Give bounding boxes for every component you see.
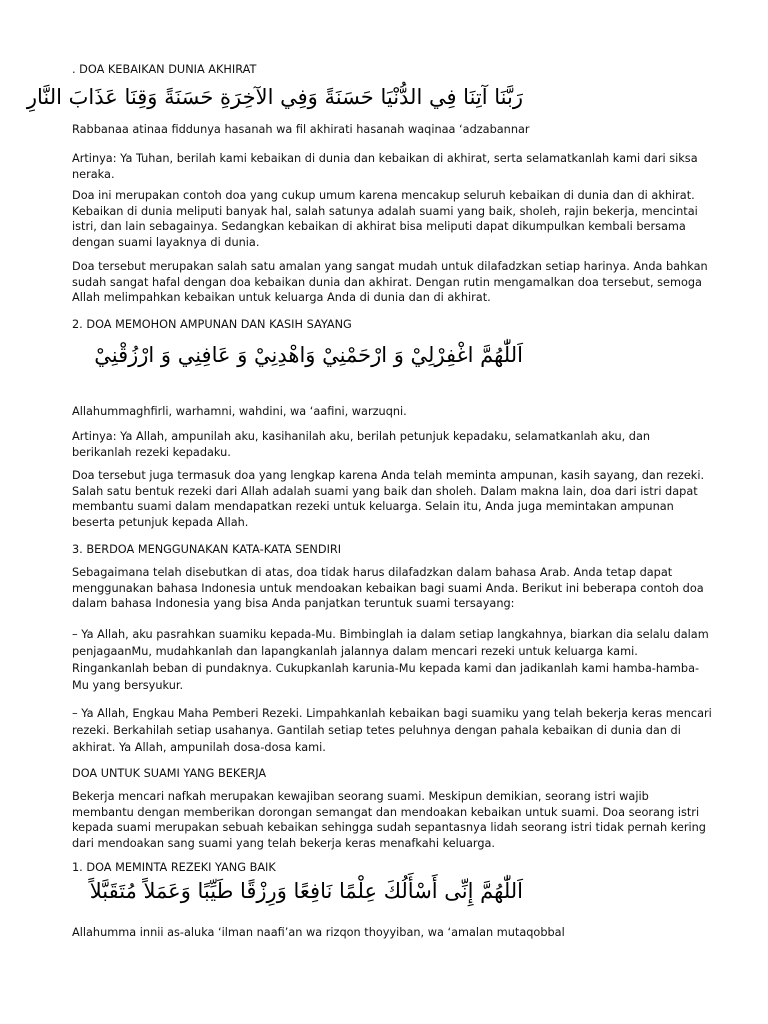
paragraph: Bekerja mencari nafkah merupakan kewajiban seorang suami. Meskipun demikian, seorang istri wajib membantu dengan memberikan dorongan semangat dan mendoakan kebaikan untuk suami. Doa seorang istri kepada suami merupakan sebuah kebaikan sehingga sudah sepantasnya lidah seorang istri tidak pernah kering dari mendoakan sang suami yang telah bekerja keras menafkahi keluarga. — [72, 790, 706, 850]
section-heading: 2. DOA MEMOHON AMPUNAN DAN KASIH SAYANG — [72, 318, 352, 331]
translation: Artinya: Ya Tuhan, berilah kami kebaikan di dunia dan kebaikan di akhirat, serta selamatkanlah kami dari siksa neraka. — [72, 152, 698, 181]
transliteration: Rabbanaa atinaa fiddunya hasanah wa fil akhirati hasanah waqinaa ‘adzabannar — [72, 123, 530, 136]
arabic-prayer: اَللّٰهُمَّ اغْفِرْلِيْ وَ ارْحَمْنِيْ وَاهْدِنِيْ وَ عَافِنِي وَ ارْزُقْنِيْ — [94, 343, 523, 367]
translation: Artinya: Ya Allah, ampunilah aku, kasihanilah aku, berilah petunjuk kepadaku, selamatkanlah aku, dan berikanlah rezeki kepadaku. — [72, 430, 651, 459]
prayer-item: – Ya Allah, Engkau Maha Pemberi Rezeki. Limpahkanlah kebaikan bagi suamiku yang telah bekerja keras mencari rezeki. Berkahilah setiap usahanya. Gantilah setiap tetes peluhnya dengan pahala kebaikan di dunia dan di akhirat. Ya Allah, ampunilah dosa-dosa kami. — [72, 707, 712, 754]
section-heading: 3. BERDOA MENGGUNAKAN KATA-KATA SENDIRI — [72, 543, 342, 556]
section-heading: 1. DOA MEMINTA REZEKI YANG BAIK — [72, 861, 276, 874]
prayer-item: – Ya Allah, aku pasrahkan suamiku kepada-Mu. Bimbinglah ia dalam setiap langkahnya, biarkan dia selalu dalam penjagaanMu, mudahkanlah dan lapangkanlah jalannya dalam mencari rezeki untuk keluarga kami. Ringankanlah beban di pundaknya. Cukupkanlah karunia-Mu kepada kami dan jadikanlah kami hamba-hamba-Mu yang bersyukur. — [72, 628, 709, 692]
paragraph: Doa tersebut juga termasuk doa yang lengkap karena Anda telah meminta ampunan, kasih sayang, dan rezeki. Salah satu bentuk rezeki dari Allah adalah suami yang baik dan sholeh. Dalam makna lain, doa dari istri dapat membantu suami dalam mendapatkan rezeki untuk keluarga. Selain itu, Anda juga memintakan ampunan beserta petunjuk kepada Allah. — [72, 469, 705, 529]
paragraph: Doa ini merupakan contoh doa yang cukup umum karena mencakup seluruh kebaikan di dunia dan di akhirat. Kebaikan di dunia meliputi banyak hal, salah satunya adalah suami yang baik, sholeh, rajin bekerja, mencintai istri, dan lain sebagainya. Sedangkan kebaikan di akhirat bisa meliputi dapat dikumpulkan kembali bersama dengan suami layaknya di dunia. — [72, 189, 698, 249]
arabic-prayer: رَبَّنَا آتِنَا فِي الدُّنْيَا حَسَنَةً وَفِي الآخِرَةِ حَسَنَةً وَقِنَا عَذَابَ النَّارِ — [26, 85, 523, 109]
section-heading: . DOA KEBAIKAN DUNIA AKHIRAT — [72, 63, 257, 76]
transliteration: Allahumma innii as-aluka ‘ilman naafi’an wa rizqon thoyyiban, wa ‘amalan mutaqobbal — [72, 926, 565, 939]
paragraph: Doa tersebut merupakan salah satu amalan yang sangat mudah untuk dilafadzkan setiap harinya. Anda bahkan sudah sangat hafal dengan doa kebaikan dunia dan akhirat. Dengan rutin mengamalkan doa tersebut, semoga Allah melimpahkan kebaikan untuk keluarga Anda di dunia dan di akhirat. — [72, 260, 708, 304]
paragraph: Sebagaimana telah disebutkan di atas, doa tidak harus dilafadzkan dalam bahasa Arab. Anda tetap dapat menggunakan bahasa Indonesia untuk mendoakan kebaikan bagi suami Anda. Berikut ini beberapa contoh doa dalam bahasa Indonesia yang bisa Anda panjatkan teruntuk suami tersayang: — [72, 566, 704, 610]
section-heading: DOA UNTUK SUAMI YANG BEKERJA — [72, 767, 267, 780]
transliteration: Allahummaghfirli, warhamni, wahdini, wa ‘aafini, warzuqni. — [72, 405, 407, 418]
arabic-prayer: اَللّٰهُمَّ إِنِّى أَسْأَلُكَ عِلْمًا نَافِعًا وَرِزْقًا طَيِّبًا وَعَمَلاً مُتَقَبَّلاً — [89, 879, 523, 903]
